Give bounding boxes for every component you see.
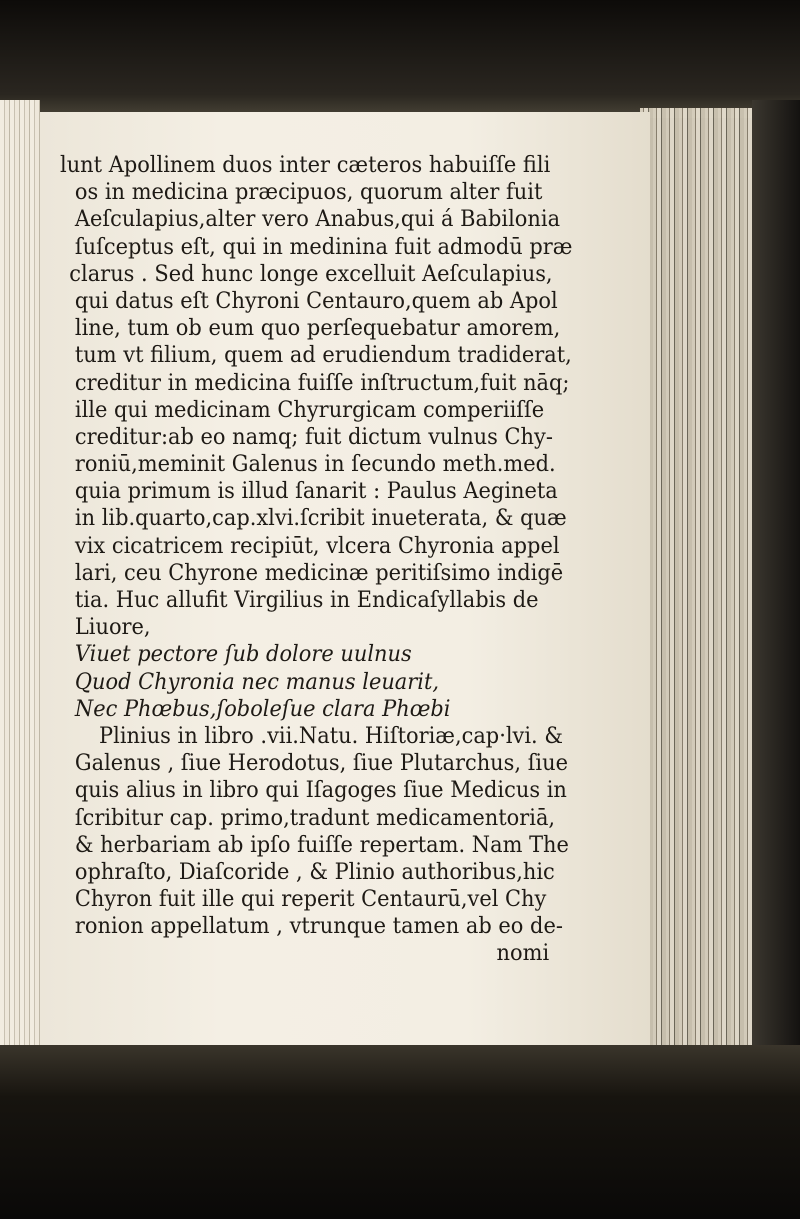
verse-line: Nec Phœbus,ſoboleſue clara Phœbi bbox=[74, 695, 451, 722]
text-line: ſcribitur cap. primo,tradunt medicamentoriā, bbox=[74, 804, 556, 831]
text-line: & herbariam ab ipſo fuiſſe repertam. Nam The bbox=[74, 831, 569, 858]
text-line: vix cicatricem recipiūt, vlcera Chyronia appel bbox=[74, 532, 560, 559]
page-text bbox=[60, 152, 618, 968]
text-line: Liuore, bbox=[74, 614, 151, 641]
verse-line: Quod Chyronia nec manus leuarit, bbox=[74, 668, 440, 695]
background-bottom bbox=[0, 1045, 800, 1219]
background-top bbox=[0, 0, 800, 118]
text-line: os in medicina præcipuos, quorum alter fuit bbox=[74, 179, 543, 206]
text-line: tum vt filium, quem ad erudiendum tradiderat, bbox=[74, 342, 572, 369]
text-line: in lib.quarto,cap.xlvi.ſcribit inueterata, & quæ bbox=[74, 505, 567, 532]
text-line: Chyron fuit ille qui reperit Centaurū,vel Chy bbox=[74, 886, 547, 913]
left-page-edges bbox=[0, 100, 40, 1060]
text-line: ophraſto, Diaſcoride , & Plinio authoribus,hic bbox=[74, 858, 555, 885]
text-line: ille qui medicinam Chyrurgicam comperiiſſe bbox=[74, 396, 545, 423]
verse-line: Viuet pectore ſub dolore uulnus bbox=[74, 641, 412, 668]
text-line: quis alius in libro qui Iſagoges ſiue Medicus in bbox=[74, 777, 567, 804]
text-line: lari, ceu Chyrone medicinæ peritiſsimo indigē bbox=[74, 559, 564, 586]
text-line: tia. Huc allufit Virgilius in Endicaſyllabis de bbox=[74, 587, 539, 613]
text-line: creditur:ab eo namq; fuit dictum vulnus Chy- bbox=[74, 423, 553, 450]
text-line: Plinius in libro .vii.Natu. Hiſtoriæ,cap·lvi. & bbox=[99, 722, 563, 749]
text-line: ronion appellatum , vtrunque tamen ab eo de- bbox=[74, 913, 563, 940]
text-line: line, tum ob eum quo perſequebatur amorem, bbox=[74, 315, 561, 342]
text-line: roniū,meminit Galenus in ſecundo meth.med. bbox=[74, 451, 556, 478]
text-line: creditur in medicina fuiſſe inſtructum,fuit nāq; bbox=[74, 369, 570, 396]
text-line: clarus . Sed hunc longe excelluit Aeſculapius, bbox=[69, 260, 553, 287]
text-line: Galenus , ſiue Herodotus, ſiue Plutarchus, ſiue bbox=[74, 750, 568, 777]
text-line: Aeſculapius,alter vero Anabus,qui á Babilonia bbox=[74, 206, 561, 233]
catchword: nomi bbox=[496, 940, 550, 967]
right-page-edges bbox=[640, 108, 752, 1053]
text-line: ſuſceptus eſt, qui in medinina fuit admodū præ bbox=[74, 233, 573, 260]
text-line: qui datus eſt Chyroni Centauro,quem ab Apol bbox=[74, 287, 558, 314]
text-line: lunt Apollinem duos inter cæteros habuiſſe fili bbox=[60, 152, 551, 178]
text-line: quia primum is illud ſanarit : Paulus Aegineta bbox=[74, 478, 558, 505]
